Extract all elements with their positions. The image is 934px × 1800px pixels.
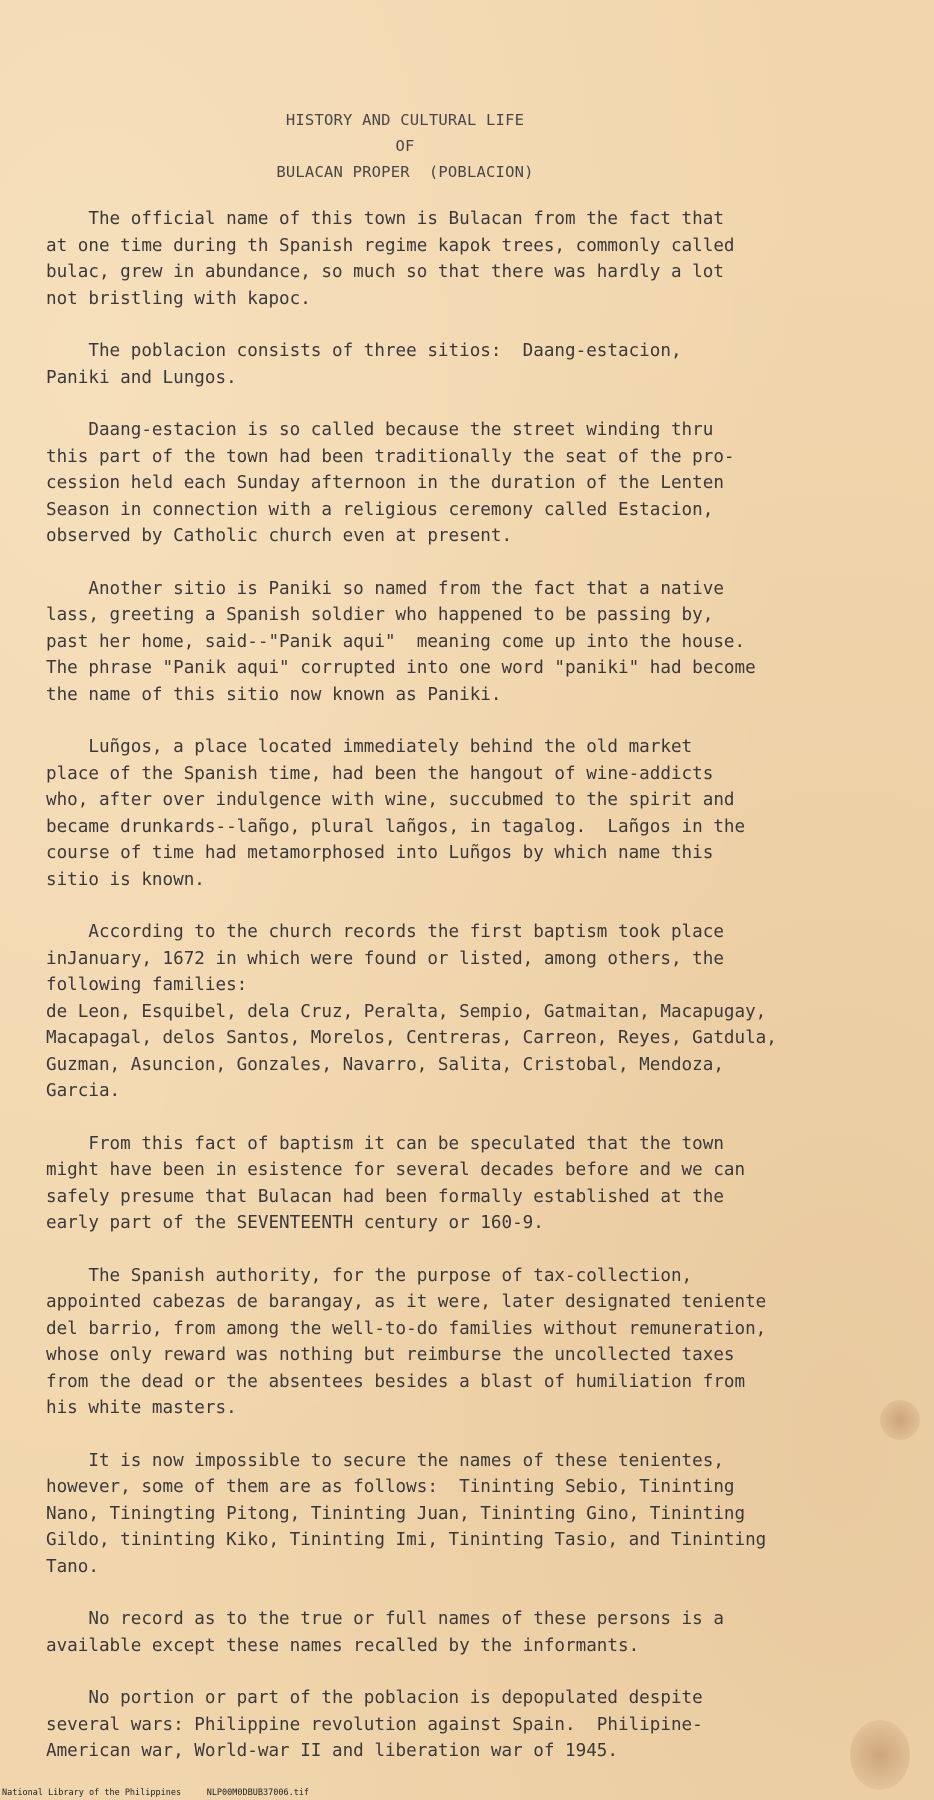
footer-caption: National Library of the Philippines NLP00M0DBUB37006.tif	[2, 1788, 310, 1798]
text-line: not bristling with kapoc.	[46, 288, 311, 309]
text-line: course of time had metamorphosed into Luñgos by which name this	[46, 843, 714, 863]
text-line: Paniki and Lungos.	[46, 367, 237, 388]
text-line: Daang-estacion is so called because the street winding thru	[46, 420, 714, 440]
text-line: Gildo, tininting Kiko, Tininting Imi, Tininting Tasio, and Tininting	[46, 1530, 767, 1550]
paragraph	[46, 338, 916, 391]
text-line: According to the church records the first baptism took place	[46, 922, 724, 942]
paragraph	[46, 919, 916, 1105]
text-line: bulac, grew in abundance, so much so that there was hardly a lot	[46, 262, 724, 282]
text-line: No portion or part of the poblacion is depopulated despite	[46, 1688, 703, 1708]
text-line: from the dead or the absentees besides a blast of humiliation from	[46, 1371, 746, 1392]
text-line: The phrase "Panik aqui" corrupted into one word "paniki" had become	[46, 658, 756, 678]
paragraph	[46, 1685, 916, 1765]
text-line: Tano.	[46, 1556, 99, 1577]
paragraph	[46, 576, 916, 709]
paragraph	[46, 734, 916, 893]
text-line: safely presume that Bulacan had been formally established at the	[46, 1186, 724, 1207]
text-line: lass, greeting a Spanish soldier who happened to be passing by,	[46, 605, 714, 625]
text-line: following families:	[46, 975, 248, 995]
text-line: de Leon, Esquibel, dela Cruz, Peralta, Sempio, Gatmaitan, Macapugay,	[46, 1001, 767, 1022]
text-line: became drunkards--lañgo, plural lañgos, in tagalog. Lañgos in the	[46, 816, 746, 837]
text-line: Another sitio is Paniki so named from the fact that a native	[46, 578, 724, 599]
text-line: inJanuary, 1672 in which were found or listed, among others, the	[46, 948, 724, 969]
text-line: Nano, Tiningting Pitong, Tininting Juan, Tininting Gino, Tininting	[46, 1503, 746, 1524]
text-line: observed by Catholic church even at present.	[46, 526, 513, 546]
text-line: early part of the SEVENTEENTH century or 160-9.	[46, 1213, 544, 1233]
paragraph	[46, 1448, 916, 1581]
text-line: The poblacion consists of three sitios: Daang-estacion,	[46, 341, 682, 361]
text-line: From this fact of baptism it can be speculated that the town	[46, 1133, 724, 1154]
title-line-2: OF	[395, 137, 415, 155]
title-line-1: HISTORY AND CULTURAL LIFE	[285, 111, 525, 129]
title-line-3: BULACAN PROPER (POBLACION)	[276, 163, 534, 181]
text-line: The official name of this town is Bulacan from the fact that	[46, 209, 724, 229]
text-line: Luñgos, a place located immediately behind the old market	[46, 737, 693, 757]
document-title	[225, 107, 585, 185]
text-line: Season in connection with a religious ceremony called Estacion,	[46, 499, 714, 520]
text-line: past her home, said--"Panik aqui" meaning come up into the house.	[46, 631, 746, 652]
text-line: available except these names recalled by the informants.	[46, 1635, 640, 1656]
text-line: American war, World-war II and liberation war of 1945.	[46, 1741, 618, 1761]
text-line: however, some of them are as follows: Tininting Sebio, Tininting	[46, 1477, 735, 1497]
text-line: who, after over indulgence with wine, succubmed to the spirit and	[46, 790, 735, 810]
text-line: place of the Spanish time, had been the hangout of wine-addicts	[46, 763, 714, 784]
text-line: at one time during th Spanish regime kapok trees, commonly called	[46, 235, 735, 256]
text-line: the name of this sitio now known as Paniki.	[46, 684, 502, 705]
text-line: Macapagal, delos Santos, Morelos, Centreras, Carreon, Reyes, Gatdula,	[46, 1028, 777, 1048]
text-line: Garcia.	[46, 1081, 121, 1101]
text-line: appointed cabezas de barangay, as it were, later designated teniente	[46, 1292, 767, 1312]
document-body	[46, 206, 916, 1791]
paragraph	[46, 206, 916, 312]
text-line: It is now impossible to secure the names of these tenientes,	[46, 1450, 724, 1471]
text-line: The Spanish authority, for the purpose of tax-collection,	[46, 1265, 693, 1286]
text-line: Guzman, Asuncion, Gonzales, Navarro, Salita, Cristobal, Mendoza,	[46, 1054, 724, 1075]
text-line: this part of the town had been traditionally the seat of the pro-	[46, 446, 735, 467]
text-line: cession held each Sunday afternoon in the duration of the Lenten	[46, 473, 724, 493]
text-line: del barrio, from among the well-to-do families without remuneration,	[46, 1318, 767, 1339]
paragraph	[46, 417, 916, 550]
text-line: several wars: Philippine revolution against Spain. Philipine-	[46, 1714, 703, 1735]
paragraph	[46, 1263, 916, 1422]
text-line: his white masters.	[46, 1398, 237, 1418]
text-line: might have been in esistence for several decades before and we can	[46, 1160, 746, 1180]
paragraph	[46, 1606, 916, 1659]
text-line: No record as to the true or full names of these persons is a	[46, 1609, 724, 1629]
text-line: whose only reward was nothing but reimburse the uncollected taxes	[46, 1345, 735, 1365]
text-line: sitio is known.	[46, 869, 205, 890]
paragraph	[46, 1131, 916, 1237]
